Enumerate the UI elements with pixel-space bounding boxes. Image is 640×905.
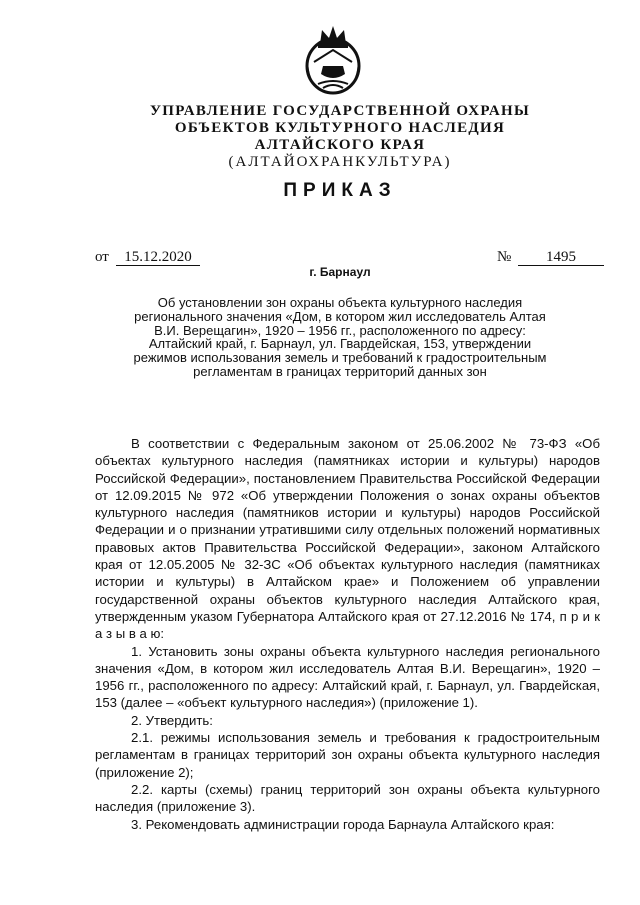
number-prefix: № — [497, 249, 512, 265]
item-2: 2. Утвердить: — [131, 712, 213, 728]
date-prefix: от — [95, 249, 109, 265]
agency-line-2: ОБЪЕКТОВ КУЛЬТУРНОГО НАСЛЕДИЯ — [174, 120, 506, 136]
coat-of-arms-emblem — [296, 22, 370, 96]
agency-line-1: УПРАВЛЕНИЕ ГОСУДАРСТВЕННОЙ ОХРАНЫ — [149, 103, 531, 119]
preamble-paragraph: В соответствии с Федеральным законом от 25.06.2002 № 73-ФЗ «Об объектах культурного наследия (памятниках истории и культуры) народов Российской Федерации», постановлением Правительства Российской Федерации от 12.09.2015 № 972 «Об утверждении Положения о зонах охраны объектов культурного наследия (памятников истории и культуры) народов Российской Федерации и о признании утратившими силу отдельных положений нормативных правовых актов Правительства Российской Федерации», законом Алтайского края от 12.05.2005 № 32-ЗС «Об объектах культурного наследия (памятниках истории и культуры) в Алтайском крае» и Положением об управлении государственной охраны объектов культурного наследия Алтайского края, утвержденным указом Губернатора Алтайского края от 27.12.2016 № 174, п р и к а з ы в а ю: — [95, 436, 600, 642]
item-1: 1. Установить зоны охраны объекта культурного наследия регионального значения «Дом, в котором жил исследователь Алтая В.И. Верещагин», 1920 – 1956 гг., расположенного по адресу: Алтайский край, г. Барнаул, ул. Гвардейская, 153 (далее – «объект культурного наследия») (приложение 1). — [95, 643, 600, 711]
agency-line-4: (АЛТАЙОХРАНКУЛЬТУРА) — [228, 154, 452, 170]
document-number: 1495 — [518, 249, 604, 266]
city: г. Барнаул — [309, 265, 371, 279]
item-2-2: 2.2. карты (схемы) границ территорий зон охраны объекта культурного наследия (приложение 3). — [95, 781, 600, 815]
agency-line-3: АЛТАЙСКОГО КРАЯ — [254, 137, 426, 153]
document-title: ПРИКАЗ — [283, 180, 397, 201]
document-date: 15.12.2020 — [116, 249, 200, 266]
item-2-1: 2.1. режимы использования земель и требования к градостроительным регламентам в границах территорий зон охраны объекта культурного наследия (приложение 2); — [95, 730, 600, 780]
item-3: 3. Рекомендовать администрации города Барнаула Алтайского края: — [131, 816, 555, 832]
document-subject: Об установлении зон охраны объекта культурного наследия регионального значения «Дом, в котором жил исследователь Алтая В.И. Верещагин», 1920 – 1956 гг., расположенного по адресу: Алтайский край, г. Барнаул, ул. Гвардейская, 153, утверждении режимов использования земель и требований к градостроительным регламентам в границах территорий данных зон — [133, 295, 547, 379]
agency-name — [120, 103, 560, 171]
document-body — [95, 435, 600, 833]
